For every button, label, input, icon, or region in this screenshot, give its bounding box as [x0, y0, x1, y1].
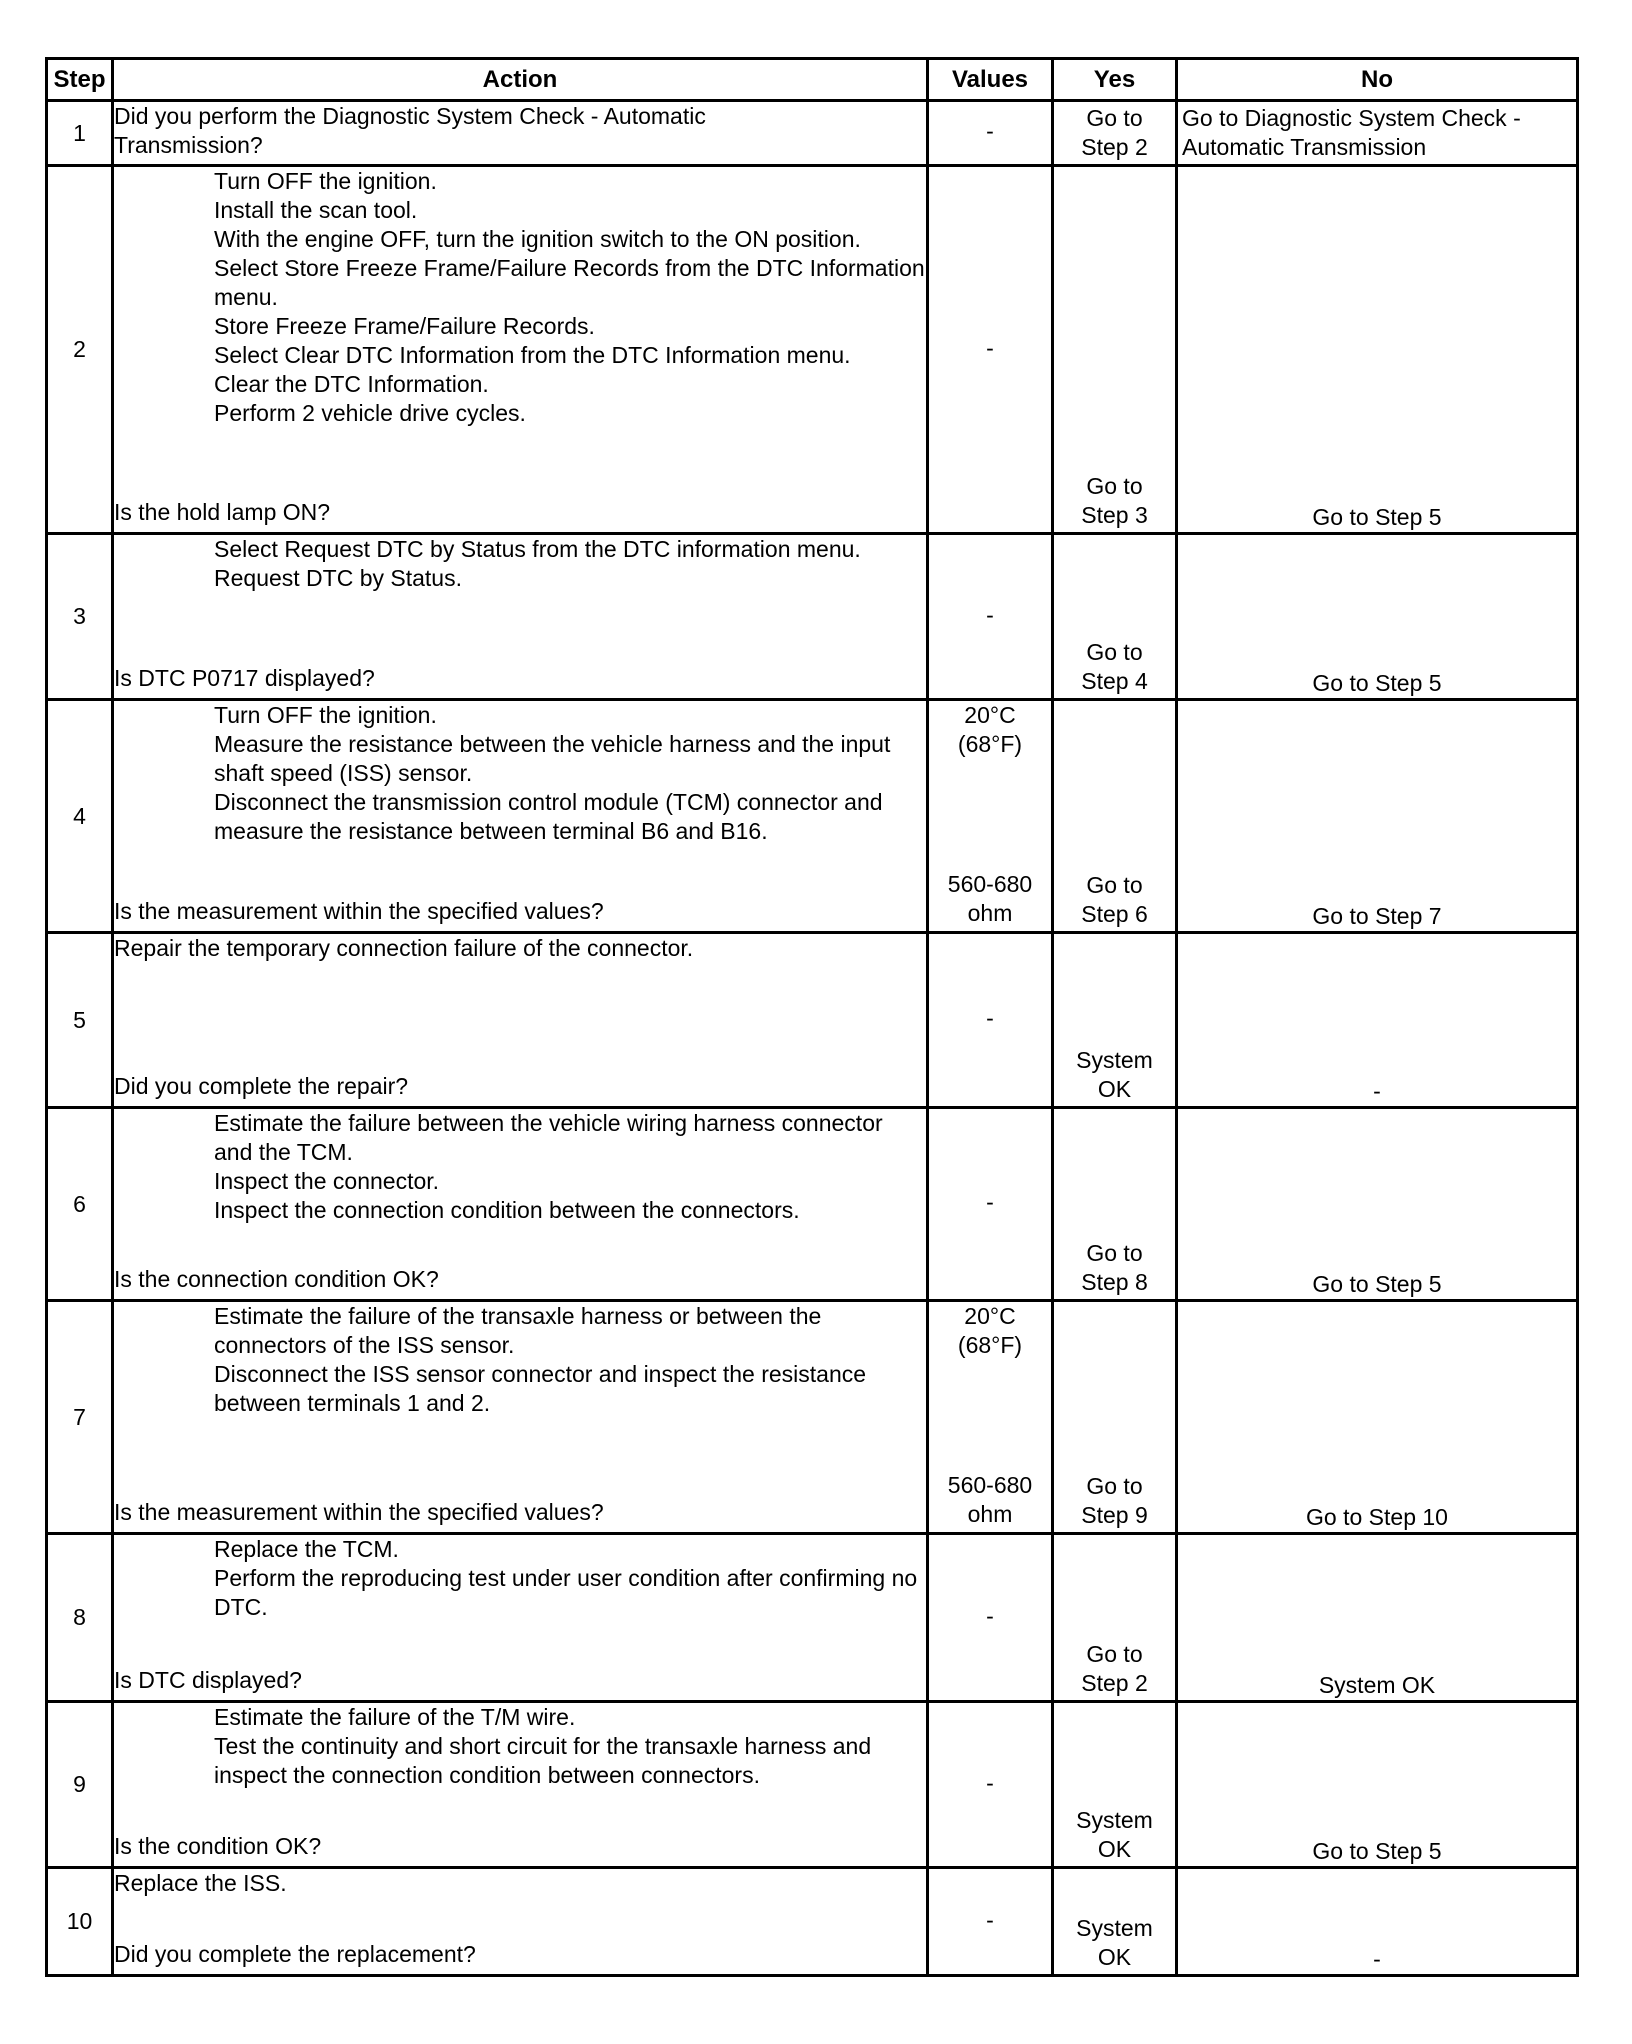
column-header-no: No	[1177, 59, 1578, 101]
values-spec: -	[986, 118, 994, 144]
action-cell	[113, 166, 928, 534]
yes-result: System OK	[1053, 1702, 1177, 1868]
action-line: Repair the temporary connection failure of the connector.	[114, 935, 694, 961]
action-line: Clear the DTC Information.	[214, 371, 489, 397]
yes-result: Go to Step 8	[1053, 1108, 1177, 1301]
action-instructions	[114, 701, 926, 846]
step-number: 10	[47, 1868, 113, 1976]
table-row	[47, 166, 1578, 534]
step-number: 5	[47, 933, 113, 1108]
values-spec: -	[986, 1906, 994, 1933]
values-spec: -	[986, 1005, 994, 1031]
action-cell	[113, 1301, 928, 1534]
step-number: 1	[47, 101, 113, 166]
table-row	[47, 1702, 1578, 1868]
yes-result: Go to Step 2	[1053, 101, 1177, 166]
values-cell	[928, 101, 1053, 166]
action-cell	[113, 700, 928, 933]
action-instructions	[114, 1109, 926, 1225]
values-spec: -	[986, 1189, 994, 1215]
values-temperature: 20°C (68°F)	[957, 702, 1023, 757]
values-spec: 560-680 ohm	[947, 871, 1033, 926]
values-cell	[928, 1108, 1053, 1301]
action-question: Is the measurement within the specified values?	[114, 1499, 604, 1525]
action-line: Replace the TCM.	[214, 1536, 399, 1562]
column-header-yes: Yes	[1053, 59, 1177, 101]
action-cell	[113, 1868, 928, 1976]
action-line: Select Request DTC by Status from the DTC information menu.	[214, 536, 861, 562]
yes-result: System OK	[1053, 1868, 1177, 1976]
no-result: -	[1177, 933, 1578, 1108]
action-question: Is DTC displayed?	[114, 1667, 302, 1693]
action-question: Did you complete the repair?	[114, 1073, 409, 1099]
column-header-step: Step	[47, 59, 113, 101]
yes-result: Go to Step 9	[1053, 1301, 1177, 1534]
values-cell	[928, 1301, 1053, 1534]
yes-result: Go to Step 4	[1053, 534, 1177, 700]
action-cell	[113, 933, 928, 1108]
diagnostic-table	[45, 57, 1579, 1977]
action-line: Measure the resistance between the vehicle harness and the input shaft speed (ISS) sensor.	[214, 731, 891, 786]
table-row	[47, 101, 1578, 166]
step-number: 6	[47, 1108, 113, 1301]
table-row	[47, 1108, 1578, 1301]
column-header-values: Values	[928, 59, 1053, 101]
action-line: Transmission?	[114, 132, 263, 158]
step-number: 2	[47, 166, 113, 534]
action-line: Store Freeze Frame/Failure Records.	[214, 313, 595, 339]
action-line: Perform the reproducing test under user condition after confirming no DTC.	[214, 1565, 918, 1620]
action-instructions	[114, 1302, 926, 1418]
action-line: Disconnect the transmission control module (TCM) connector and measure the resistance between terminal B6 and B16.	[214, 789, 883, 844]
values-cell	[928, 166, 1053, 534]
step-number: 8	[47, 1534, 113, 1702]
action-cell	[113, 101, 928, 166]
no-result: Go to Step 5	[1177, 534, 1578, 700]
action-instructions	[114, 1535, 926, 1622]
action-line: Turn OFF the ignition.	[214, 702, 437, 728]
values-cell	[928, 534, 1053, 700]
yes-result: System OK	[1053, 933, 1177, 1108]
no-result: System OK	[1177, 1534, 1578, 1702]
values-cell	[928, 1868, 1053, 1976]
no-result: Go to Step 10	[1177, 1301, 1578, 1534]
yes-result: Go to Step 2	[1053, 1534, 1177, 1702]
action-instructions	[114, 1703, 926, 1790]
action-cell	[113, 534, 928, 700]
table-header-row	[47, 59, 1578, 101]
values-spec: -	[986, 1769, 994, 1796]
action-line: Request DTC by Status.	[214, 565, 462, 591]
no-result: Go to Step 7	[1177, 700, 1578, 933]
yes-result: Go to Step 3	[1053, 166, 1177, 534]
step-number: 4	[47, 700, 113, 933]
action-line: Did you perform the Diagnostic System Check - Automatic	[114, 103, 706, 129]
step-number: 3	[47, 534, 113, 700]
action-question: Is the measurement within the specified values?	[114, 898, 604, 924]
step-number: 7	[47, 1301, 113, 1534]
action-instructions	[114, 535, 926, 593]
action-line: Test the continuity and short circuit for the transaxle harness and inspect the connection condition between connectors.	[214, 1733, 872, 1788]
step-number: 9	[47, 1702, 113, 1868]
action-line: Perform 2 vehicle drive cycles.	[214, 400, 526, 426]
action-question: Is DTC P0717 displayed?	[114, 665, 375, 691]
action-line: Disconnect the ISS sensor connector and inspect the resistance between terminals 1 and 2.	[214, 1361, 867, 1416]
no-result: Go to Step 5	[1177, 1702, 1578, 1868]
no-result: -	[1177, 1868, 1578, 1976]
no-result: Go to Step 5	[1177, 1108, 1578, 1301]
action-line: Replace the ISS.	[114, 1870, 287, 1896]
values-cell	[928, 1702, 1053, 1868]
values-spec: -	[986, 601, 994, 628]
values-cell	[928, 1534, 1053, 1702]
action-question: Did you complete the replacement?	[114, 1941, 476, 1967]
table-row	[47, 700, 1578, 933]
action-line: Inspect the connector.	[214, 1168, 440, 1194]
values-spec: 560-680 ohm	[947, 1472, 1033, 1527]
values-spec: -	[986, 334, 994, 361]
action-line: Estimate the failure between the vehicle wiring harness connector and the TCM.	[214, 1110, 883, 1165]
column-header-action: Action	[113, 59, 928, 101]
values-cell	[928, 933, 1053, 1108]
action-line: Install the scan tool.	[214, 197, 418, 223]
action-line: Turn OFF the ignition.	[214, 168, 437, 194]
action-instructions	[114, 934, 926, 963]
action-question: Is the hold lamp ON?	[114, 499, 331, 525]
action-cell	[113, 1108, 928, 1301]
action-instructions	[114, 167, 926, 428]
action-instructions	[114, 102, 926, 160]
values-spec: -	[986, 1602, 994, 1629]
action-cell	[113, 1534, 928, 1702]
no-result: Go to Step 5	[1177, 166, 1578, 534]
values-temperature: 20°C (68°F)	[957, 1303, 1023, 1358]
table-row	[47, 1868, 1578, 1976]
action-line: Select Store Freeze Frame/Failure Records from the DTC Information menu.	[214, 255, 925, 310]
table-row	[47, 1534, 1578, 1702]
action-question: Is the condition OK?	[114, 1833, 322, 1859]
action-line: Select Clear DTC Information from the DTC Information menu.	[214, 342, 851, 368]
action-line: Estimate the failure of the T/M wire.	[214, 1704, 576, 1730]
action-line: Inspect the connection condition between the connectors.	[214, 1197, 800, 1223]
table-row	[47, 1301, 1578, 1534]
values-cell	[928, 700, 1053, 933]
action-instructions	[114, 1869, 926, 1898]
yes-result: Go to Step 6	[1053, 700, 1177, 933]
action-cell	[113, 1702, 928, 1868]
table-row	[47, 534, 1578, 700]
action-question: Is the connection condition OK?	[114, 1266, 439, 1292]
table-row	[47, 933, 1578, 1108]
action-line: With the engine OFF, turn the ignition switch to the ON position.	[214, 226, 861, 252]
no-result: Go to Diagnostic System Check - Automatic Transmission	[1177, 101, 1578, 166]
action-line: Estimate the failure of the transaxle harness or between the connectors of the ISS sensor.	[214, 1303, 822, 1358]
